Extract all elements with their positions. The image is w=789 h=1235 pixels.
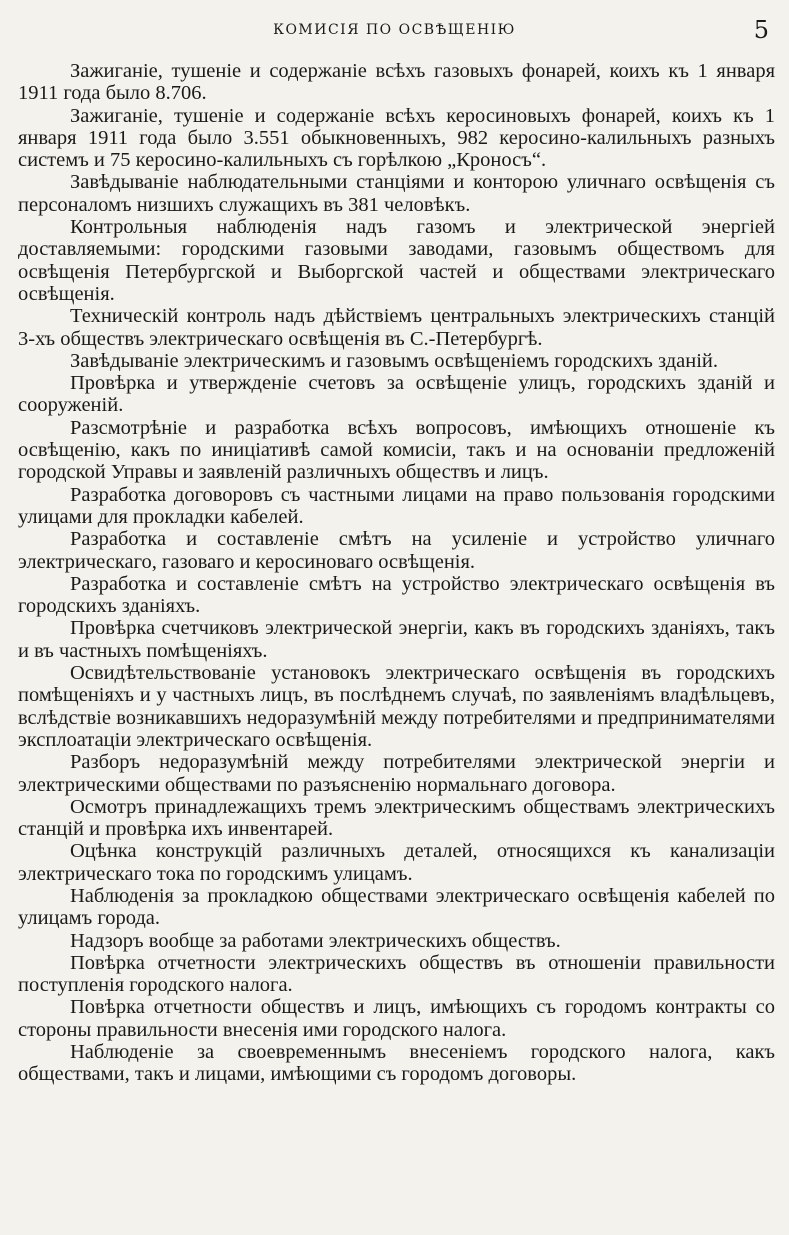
paragraph: Провѣрка счетчиковъ электрической энергіи, какъ въ городскихъ зданіяхъ, такъ и въ частныхъ помѣщеніяхъ.	[18, 617, 775, 662]
paragraph: Разсмотрѣніе и разработка всѣхъ вопросовъ, имѣющихъ отношеніе къ освѣщенію, какъ по иниціативѣ самой комисіи, такъ и на основаніи предложеній городской Управы и заявленій различныхъ обществъ и лицъ.	[18, 416, 775, 484]
paragraph: Завѣдываніе электрическимъ и газовымъ освѣщеніемъ городскихъ зданій.	[70, 349, 719, 372]
paragraph: Зажиганіе, тушеніе и содержаніе всѣхъ газовыхъ фонарей, коихъ къ 1 января 1911 года было 8.706.	[18, 60, 775, 105]
paragraph: Повѣрка отчетности электрическихъ обществъ въ отношеніи правильности поступленія городского налога.	[18, 951, 775, 997]
running-head: КОМИСІЯ ПО ОСВѢЩЕНІЮ	[273, 22, 516, 38]
paragraph: Наблюденія за прокладкою обществами электрическаго освѣщенія кабелей по улицамъ города.	[18, 884, 775, 930]
paragraph: Зажиганіе, тушеніе и содержаніе всѣхъ керосиновыхъ фонарей, коихъ къ 1 января 1911 года было 3.551 обыкновенныхъ, 982 керосино-калильныхъ разныхъ системъ и 75 керосино-калильныхъ съ горѣлкою „Кроносъ“.	[18, 104, 775, 172]
paragraph: Разработка и составленіе смѣтъ на усиленіе и устройство уличнаго электрическаго, газоваго и керосиноваго освѣщенія.	[18, 528, 775, 573]
paragraph: Разборъ недоразумѣній между потребителями электрической энергіи и электрическими обществами по разъясненію нормальнаго договора.	[18, 751, 775, 796]
paragraph: Провѣрка и утвержденіе счетовъ за освѣщеніе улицъ, городскихъ зданій и сооруженій.	[18, 372, 775, 417]
paragraph: Техническій контроль надъ дѣйствіемъ центральныхъ электрическихъ станцій 3-хъ обществъ электрическаго освѣщенія въ С.-Петербургѣ.	[18, 305, 775, 350]
body-text	[18, 60, 775, 1086]
page-number: 5	[753, 16, 769, 44]
paragraph: Завѣдываніе наблюдательными станціями и конторою уличнаго освѣщенія съ персоналомъ низшихъ служащихъ въ 381 человѣкъ.	[18, 171, 775, 216]
page-header	[0, 14, 789, 44]
paragraph: Освидѣтельствованіе установокъ электрическаго освѣщенія въ городскихъ помѣщеніяхъ и у частныхъ лицъ, въ послѣднемъ случаѣ, по заявленіямъ владѣльцевъ, вслѣдствіе возникавшихъ недоразумѣній между потребителями и предпринимателями эксплоатаціи электрическаго освѣщенія.	[18, 662, 775, 751]
paragraph: Осмотръ принадлежащихъ тремъ электрическимъ обществамъ электрическихъ станцій и провѣрка ихъ инвентарей.	[18, 795, 775, 841]
paragraph: Повѣрка отчетности обществъ и лицъ, имѣющихъ съ городомъ контракты со стороны правильности внесенія ими городского налога.	[18, 996, 775, 1041]
paragraph: Надзоръ вообще за работами электрическихъ обществъ.	[70, 929, 561, 952]
paragraph: Разработка договоровъ съ частными лицами на право пользованія городскими улицами для прокладки кабелей.	[18, 483, 775, 528]
paragraph: Контрольныя наблюденія надъ газомъ и электрической энергіей доставляемыми: городскими газовыми заводами, газовымъ обществомъ для освѣщенія Петербургской и Выборгской частей и обществами электрическаго освѣщенія.	[18, 216, 775, 305]
paragraph: Наблюденіе за своевременнымъ внесеніемъ городского налога, какъ обществами, такъ и лицами, имѣющими съ городомъ договоры.	[18, 1041, 775, 1086]
paragraph: Разработка и составленіе смѣтъ на устройство электрическаго освѣщенія въ городскихъ зданіяхъ.	[18, 572, 775, 618]
paragraph: Оцѣнка конструкцій различныхъ деталей, относящихся къ канализаціи электрическаго тока по городскимъ улицамъ.	[18, 840, 775, 885]
